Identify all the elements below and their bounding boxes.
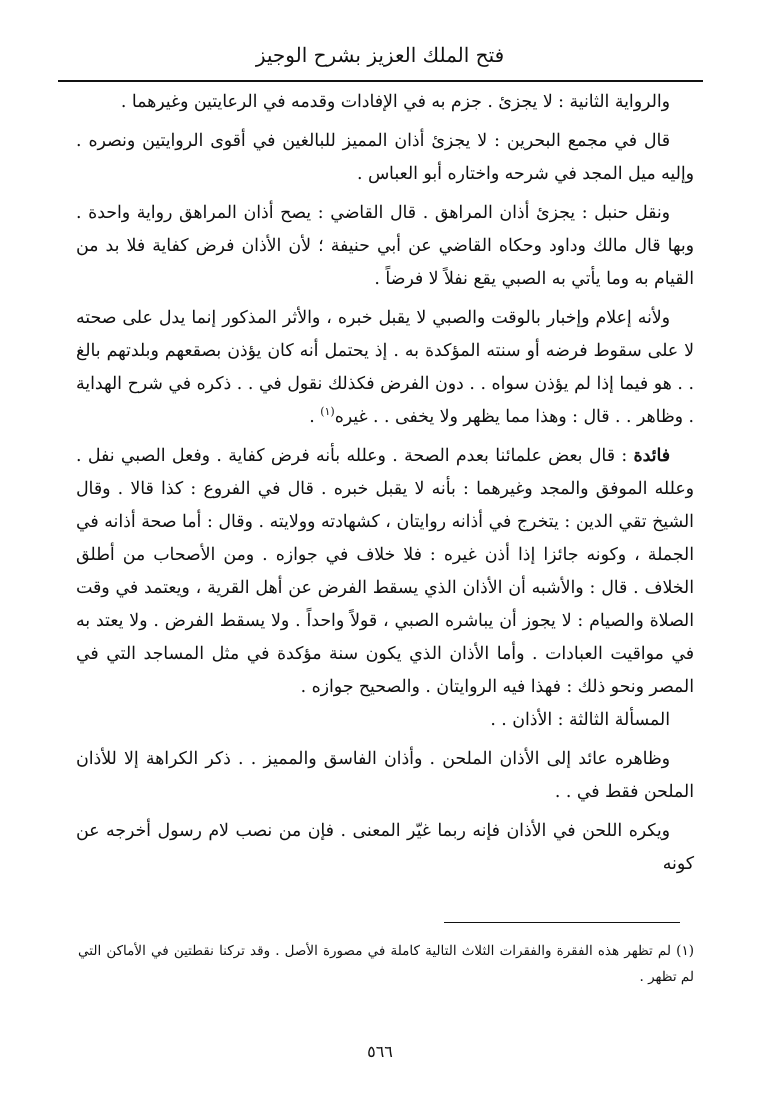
paragraph: ونقل حنبل : يجزئ أذان المراهق . قال القاضي : يصح أذان المراهق رواية واحدة . وبها قال مالك وداود وحكاه القاضي عن أبي حنيفة ؛ لأن الأذان فرض كفاية فلا بد من القيام به وما يأتي به الصبي يقع نفلاً لا فرضاً . [76,203,694,289]
paragraph-text: : قال بعض علمائنا بعدم الصحة . وعلله بأنه فرض كفاية . وفعل الصبي نفل . وعلله الموفق والمجد وغيرهما : بأنه لا يقبل خبره . قال في الفروع : كذا قالا . وقال الشيخ تقي الدين : يتخرج في أذانه روايتان ، كشهادته وولايته . وقال : أما صحة أذانه في الجملة ، وكونه جائزا إذا أذن غيره : فلا خلاف في جوازه . ومن الأصحاب من أطلق الخلاف . قال : والأشبه أن الأذان الذي يسقط الفرض عن أهل القرية ، ويعتمد في وقت الصلاة والصيام : لا يجوز أن يباشره الصبي ، قولاً واحداً . ولا يسقط الفرض . ولا يعتد به في مواقيت العبادات . وأما الأذان الذي يكون سنة مؤكدة في مثل المساجد التي في المصر ونحو ذلك : فهذا فيه الروايتان . والصحيح جوازه . [76,446,694,697]
footnote: (١) لم تظهر هذه الفقرة والفقرات الثلاث التالية كاملة في مصورة الأصل . وقد تركنا نقطتين في الأماكن التي لم تظهر . [78,943,694,985]
paragraph-end: . [309,407,321,427]
page-number: ٥٦٦ [367,1042,393,1061]
paragraph [76,440,694,704]
paragraph: ويكره اللحن في الأذان فإنه ربما غيّر المعنى . فإن من نصب لام رسول أخرجه عن كونه [76,821,694,874]
paragraph [76,302,694,434]
paragraph-text: ولأنه إعلام وإخبار بالوقت والصبي لا يقبل خبره ، والأثر المذكور إنما يدل على صحته لا على سقوط فرضه أو سنته المؤكدة به . إذ يحتمل أنه كان يؤذن بصقعهم وبلدتهم بالغ . . هو فيما إذا لم يؤذن سواه . . دون الفرض فكذلك نقول في . . ذكره في شرح الهداية . وظاهر . . قال : وهذا مما يظهر ولا يخفى . . غيره [76,308,694,427]
footnote-divider [444,922,680,923]
fawaid-label: فائدة [633,446,670,466]
footnote-reference: (١) [320,405,335,419]
paragraph: وظاهره عائد إلى الأذان الملحن . وأذان الفاسق والمميز . . ذكر الكراهة إلا للأذان الملحن فقط في . . [76,749,694,802]
running-header-title: فتح الملك العزيز بشرح الوجيز [255,43,505,67]
paragraph: المسألة الثالثة : الأذان . . [490,710,670,730]
main-text [76,86,694,881]
header-divider [58,80,703,82]
paragraph: قال في مجمع البحرين : لا يجزئ أذان المميز للبالغين في أقوى الروايتين ونصره . وإليه ميل المجد في شرحه واختاره أبو العباس . [76,131,694,184]
paragraph: والرواية الثانية : لا يجزئ . جزم به في الإفادات وقدمه في الرعايتين وغيرهما . [120,92,670,112]
